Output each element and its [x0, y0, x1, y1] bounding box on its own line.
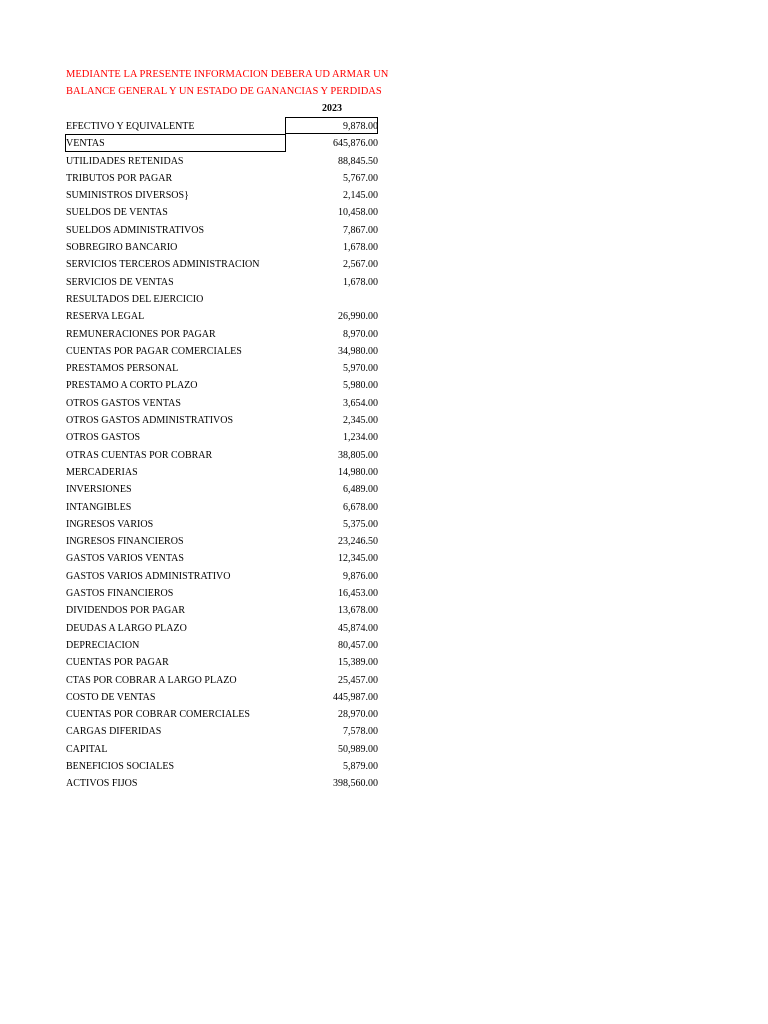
account-value: 12,345.00	[338, 553, 378, 565]
account-label: OTROS GASTOS VENTAS	[66, 397, 181, 409]
table-row	[66, 204, 380, 221]
account-label: SERVICIOS DE VENTAS	[66, 276, 174, 288]
table-row	[66, 654, 380, 671]
account-value: 10,458.00	[338, 207, 378, 219]
table-row	[66, 274, 380, 291]
table-row	[66, 706, 380, 723]
account-value: 8,970.00	[343, 328, 378, 340]
account-label: OTROS GASTOS ADMINISTRATIVOS	[66, 415, 234, 427]
account-label: EFECTIVO Y EQUIVALENTE	[66, 121, 195, 132]
table-row	[66, 187, 380, 204]
account-label: SUELDOS DE VENTAS	[66, 207, 168, 219]
table-row	[66, 585, 380, 602]
table-row	[66, 239, 380, 256]
account-value: 2,145.00	[343, 190, 378, 202]
account-value: 16,453.00	[338, 588, 378, 600]
account-label: TRIBUTOS POR PAGAR	[66, 172, 173, 184]
account-value: 6,678.00	[343, 501, 378, 513]
account-value: 80,457.00	[338, 639, 378, 651]
account-value: 88,845.50	[338, 155, 378, 167]
table-row	[66, 291, 380, 308]
table-row	[66, 118, 380, 135]
account-value: 14,980.00	[338, 466, 378, 478]
account-label: DIVIDENDOS POR PAGAR	[66, 605, 186, 617]
table-row	[66, 620, 380, 637]
account-value: 7,578.00	[343, 726, 378, 738]
account-label: CARGAS DIFERIDAS	[66, 726, 162, 738]
account-label: CUENTAS POR PAGAR	[66, 657, 169, 669]
table-row	[66, 308, 380, 325]
account-value: 13,678.00	[338, 605, 378, 617]
table-row	[66, 672, 380, 689]
instruction-line-1: MEDIANTE LA PRESENTE INFORMACION DEBERA UD ARMAR UN	[66, 69, 389, 80]
account-label: INGRESOS VARIOS	[66, 518, 154, 530]
table-row	[66, 447, 380, 464]
account-value: 9,878.00	[343, 121, 378, 132]
table-row	[66, 723, 380, 740]
account-label: BENEFICIOS SOCIALES	[66, 760, 175, 772]
table-row	[66, 464, 380, 481]
table-row	[66, 256, 380, 273]
account-label: DEUDAS A LARGO PLAZO	[66, 622, 187, 634]
account-label: INGRESOS FINANCIEROS	[66, 536, 184, 548]
account-label: INTANGIBLES	[66, 501, 132, 513]
account-value: 445,987.00	[333, 691, 378, 703]
account-label: CUENTAS POR COBRAR COMERCIALES	[66, 709, 250, 721]
account-value: 5,980.00	[343, 380, 378, 392]
account-value: 5,970.00	[343, 363, 378, 375]
account-label: SOBREGIRO BANCARIO	[66, 242, 178, 254]
table-row	[66, 499, 380, 516]
table-row	[66, 343, 380, 360]
account-value: 50,989.00	[338, 743, 378, 755]
account-label: REMUNERACIONES POR PAGAR	[66, 328, 216, 340]
account-value: 3,654.00	[343, 397, 378, 409]
account-value: 645,876.00	[333, 138, 378, 150]
account-value: 7,867.00	[343, 224, 378, 236]
account-value: 26,990.00	[338, 311, 378, 323]
account-label: RESERVA LEGAL	[66, 311, 145, 323]
instruction-line-2: BALANCE GENERAL Y UN ESTADO DE GANANCIAS Y PERDIDAS	[66, 86, 382, 97]
table-row	[66, 135, 380, 152]
account-value: 38,805.00	[338, 449, 378, 461]
account-label: SERVICIOS TERCEROS ADMINISTRACION	[66, 259, 260, 271]
account-label: GASTOS VARIOS ADMINISTRATIVO	[66, 570, 231, 582]
account-label: OTROS GASTOS	[66, 432, 140, 444]
account-label: INVERSIONES	[66, 484, 132, 496]
table-row	[66, 153, 380, 170]
account-label: MERCADERIAS	[66, 466, 138, 478]
account-value: 1,234.00	[343, 432, 378, 444]
account-label: COSTO DE VENTAS	[66, 691, 156, 703]
table-row	[66, 689, 380, 706]
table-row	[66, 412, 380, 429]
account-value: 398,560.00	[333, 778, 378, 790]
account-value: 6,489.00	[343, 484, 378, 496]
table-row	[66, 360, 380, 377]
account-value: 2,345.00	[343, 415, 378, 427]
table-row	[66, 516, 380, 533]
table-row	[66, 568, 380, 585]
account-value: 2,567.00	[343, 259, 378, 271]
account-value: 25,457.00	[338, 674, 378, 686]
table-row	[66, 326, 380, 343]
table-row	[66, 550, 380, 567]
account-label: VENTAS	[66, 138, 105, 150]
table-row	[66, 637, 380, 654]
account-label: GASTOS FINANCIEROS	[66, 588, 174, 600]
year-column-header: 2023	[322, 103, 342, 114]
table-row	[66, 775, 380, 792]
account-label: CAPITAL	[66, 743, 108, 755]
account-value: 5,767.00	[343, 172, 378, 184]
account-list	[66, 118, 380, 793]
table-row	[66, 602, 380, 619]
account-label: ACTIVOS FIJOS	[66, 778, 138, 790]
account-label: GASTOS VARIOS VENTAS	[66, 553, 184, 565]
account-label: PRESTAMO A CORTO PLAZO	[66, 380, 198, 392]
account-label: OTRAS CUENTAS POR COBRAR	[66, 449, 213, 461]
table-row	[66, 758, 380, 775]
account-value: 45,874.00	[338, 622, 378, 634]
account-label: UTILIDADES RETENIDAS	[66, 155, 184, 167]
table-row	[66, 170, 380, 187]
account-value: 15,389.00	[338, 657, 378, 669]
account-value: 5,375.00	[343, 518, 378, 530]
account-label: SUMINISTROS DIVERSOS}	[66, 190, 189, 202]
account-label: SUELDOS ADMINISTRATIVOS	[66, 224, 205, 236]
account-label: CUENTAS POR PAGAR COMERCIALES	[66, 345, 242, 357]
account-value: 28,970.00	[338, 709, 378, 721]
table-row	[66, 481, 380, 498]
account-value: 9,876.00	[343, 570, 378, 582]
table-row	[66, 429, 380, 446]
table-row	[66, 741, 380, 758]
table-row	[66, 395, 380, 412]
account-label: CTAS POR COBRAR A LARGO PLAZO	[66, 674, 237, 686]
account-label: PRESTAMOS PERSONAL	[66, 363, 179, 375]
account-label: RESULTADOS DEL EJERCICIO	[66, 293, 204, 305]
account-value: 34,980.00	[338, 345, 378, 357]
account-label: DEPRECIACION	[66, 639, 140, 651]
account-value: 1,678.00	[343, 242, 378, 254]
table-row	[66, 377, 380, 394]
account-value: 23,246.50	[338, 536, 378, 548]
account-value: 5,879.00	[343, 760, 378, 772]
account-value: 1,678.00	[343, 276, 378, 288]
table-row	[66, 533, 380, 550]
table-row	[66, 222, 380, 239]
